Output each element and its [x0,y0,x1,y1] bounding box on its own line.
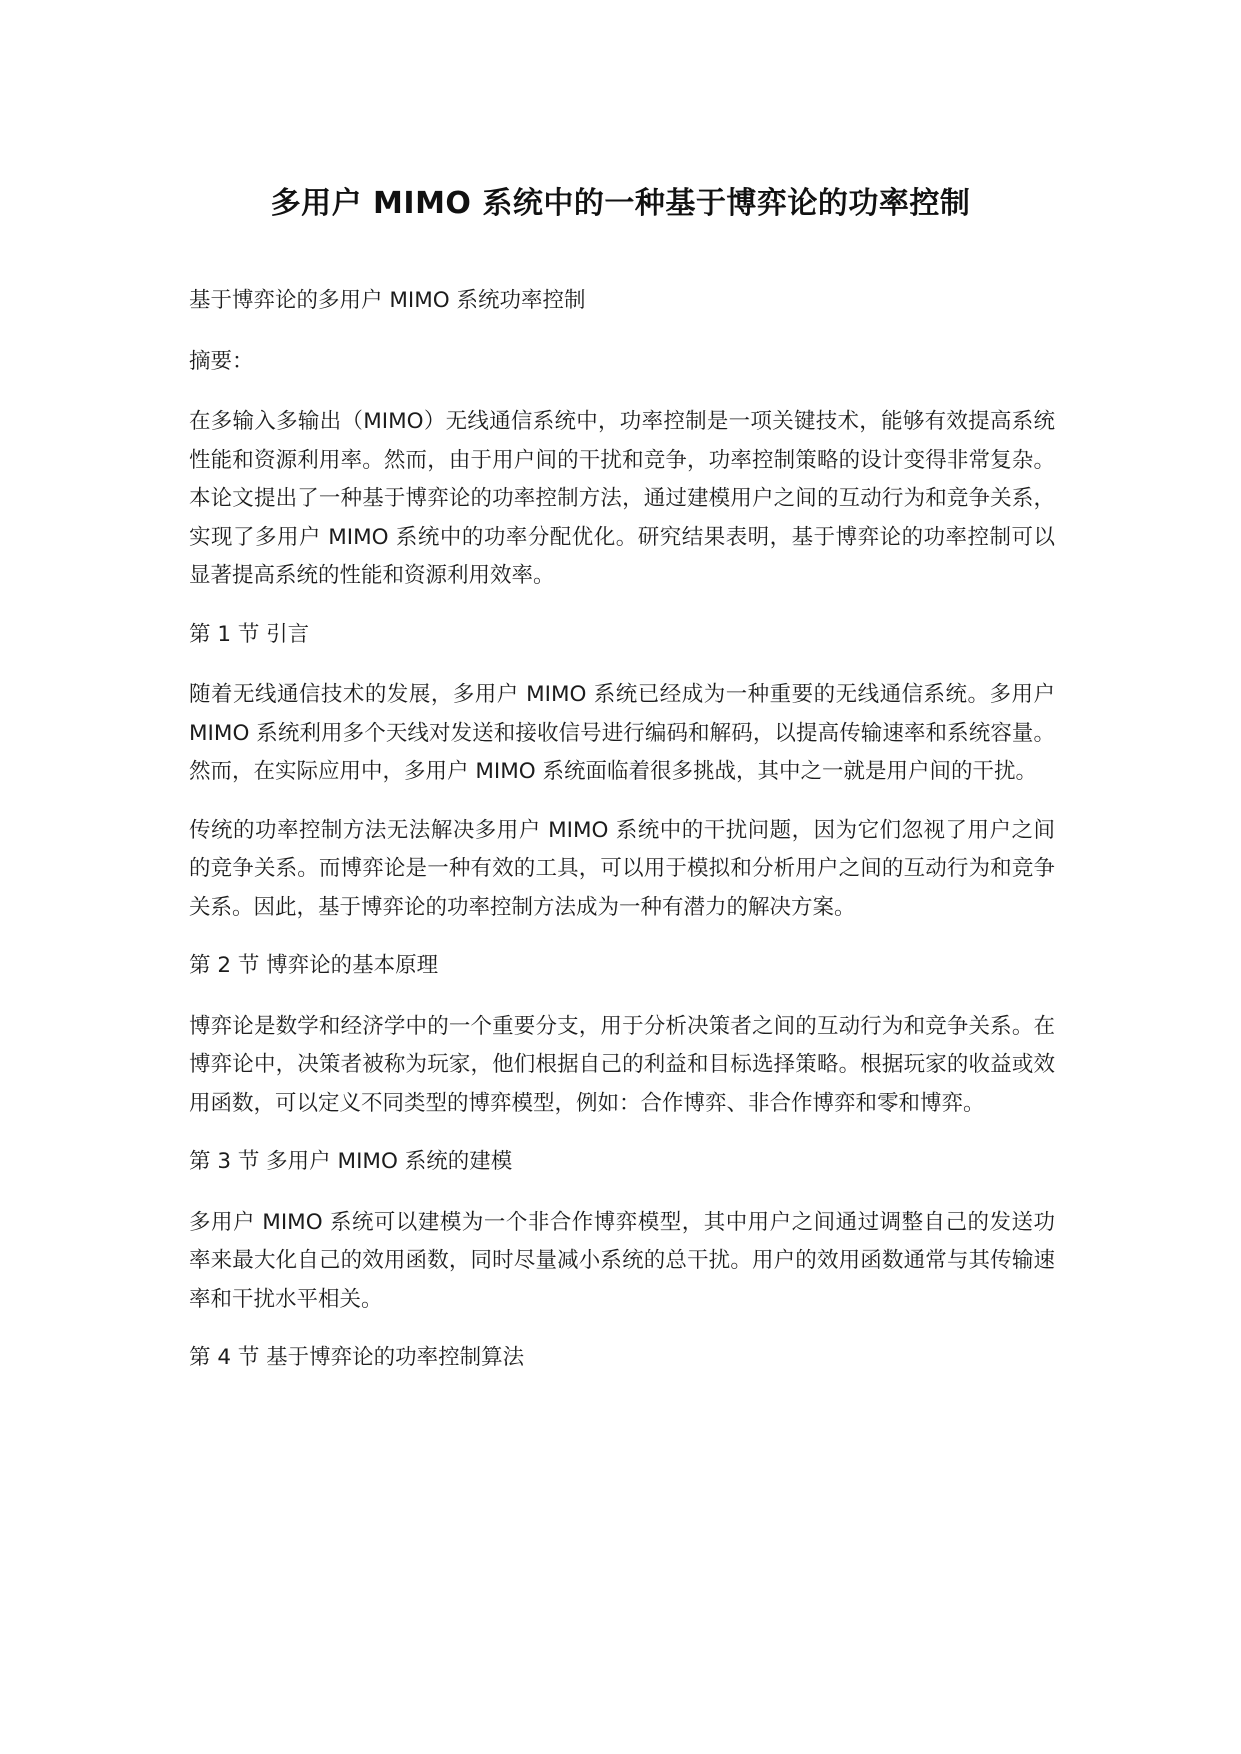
section-2-paragraph: 博弈论是数学和经济学中的一个重要分支，用于分析决策者之间的互动行为和竞争关系。在博弈论中，决策者被称为玩家，他们根据自己的利益和目标选择策略。根据玩家的收益或效用函数，可以定义不同类型的博弈模型，例如：合作博弈、非合作博弈和零和博弈。 [189,1013,1055,1116]
abstract-paragraph: 在多输入多输出（MIMO）无线通信系统中，功率控制是一项关键技术，能够有效提高系统性能和资源利用率。然而，由于用户间的干扰和竞争，功率控制策略的设计变得非常复杂。本论文提出了一种基于博弈论的功率控制方法，通过建模用户之间的互动行为和竞争关系，实现了多用户 MIMO 系统中的功率分配优化。研究结果表明，基于博弈论的功率控制可以显著提高系统的性能和资源利用效率。 [189,409,1055,588]
document-body [189,282,1055,1400]
section-1-paragraph-1: 随着无线通信技术的发展，多用户 MIMO 系统已经成为一种重要的无线通信系统。多用户 MIMO 系统利用多个天线对发送和接收信号进行编码和解码，以提高传输速率和系统容量。然而，在实际应用中，多用户 MIMO 系统面临着很多挑战，其中之一就是用户间的干扰。 [189,682,1055,784]
section-2-heading: 第 2 节 博弈论的基本原理 [189,953,439,978]
section-4-heading: 第 4 节 基于博弈论的功率控制算法 [189,1345,525,1370]
section-1-heading: 第 1 节 引言 [189,621,310,647]
abstract-label: 摘要： [189,348,254,374]
subtitle-paragraph: 基于博弈论的多用户 MIMO 系统功率控制 [189,288,586,313]
section-3-heading: 第 3 节 多用户 MIMO 系统的建模 [189,1149,513,1174]
document-title: 多用户 MIMO 系统中的一种基于博弈论的功率控制 [270,186,971,221]
section-1-paragraph-2: 传统的功率控制方法无法解决多用户 MIMO 系统中的干扰问题，因为它们忽视了用户之间的竞争关系。而博弈论是一种有效的工具，可以用于模拟和分析用户之间的互动行为和竞争关系。因此，基于博弈论的功率控制方法成为一种有潜力的解决方案。 [189,817,1055,920]
section-3-paragraph: 多用户 MIMO 系统可以建模为一个非合作博弈模型，其中用户之间通过调整自己的发送功率来最大化自己的效用函数，同时尽量减小系统的总干扰。用户的效用函数通常与其传输速率和干扰水平相关。 [189,1209,1055,1312]
